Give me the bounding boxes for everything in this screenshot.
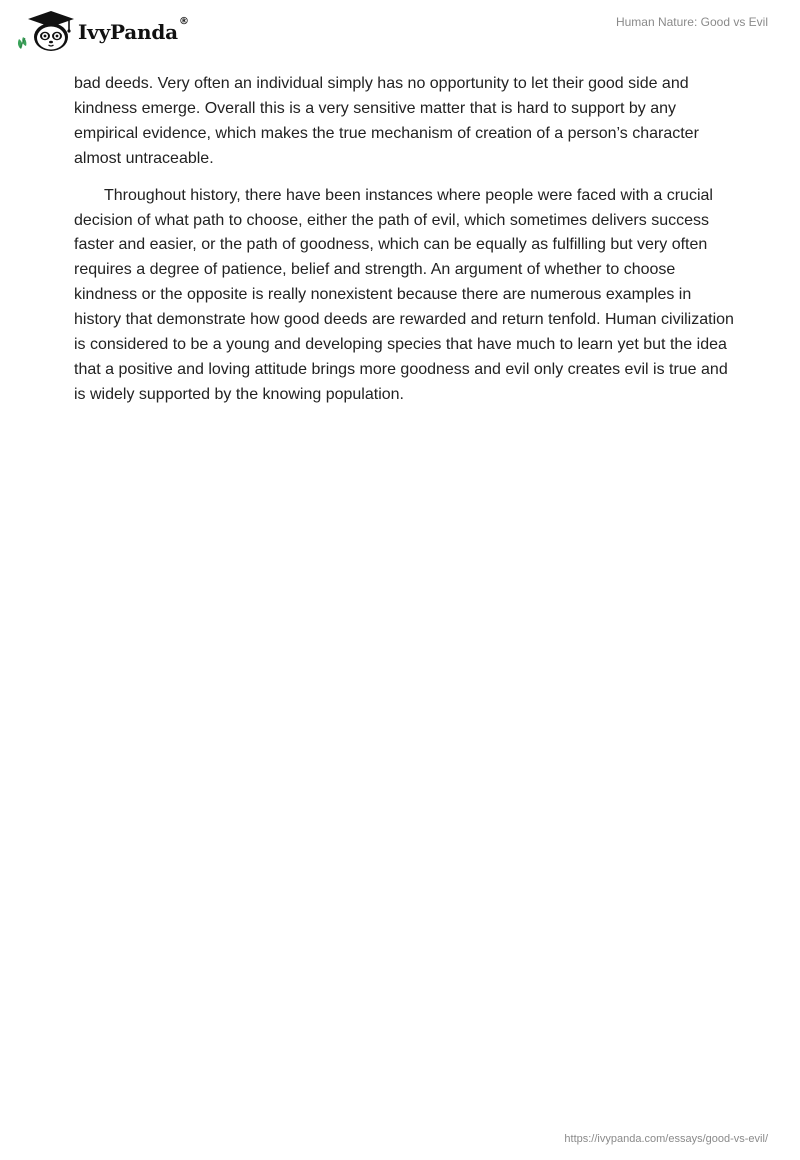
page-header	[0, 0, 800, 64]
registered-mark: ®	[178, 15, 189, 27]
paragraph: Throughout history, there have been instances where people were faced with a crucial decision of what path to choose, either the path of evil, which sometimes delivers success faster and easier, or the path of goodness, which can be equally as fulfilling but very often requires a degree of patience, belief and strength. An argument of whether to choose kindness or the opposite is really nonexistent because there are numerous examples in history that demonstrate how good deeds are rewarded and return tenfold. Human civilization is considered to be a young and developing species that have much to learn yet but the idea that a positive and loving attitude brings more goodness and evil only creates evil is true and is widely supported by the knowing population.	[74, 186, 734, 403]
ivypanda-logo[interactable]	[14, 8, 189, 52]
paragraph: bad deeds. Very often an individual simply has no opportunity to let their good side and kindness emerge. Overall this is a very sensitive matter that is hard to support by any empirical evidence, which makes the true mechanism of creation of a person’s character almost untraceable.	[74, 75, 699, 167]
document-title: Human Nature: Good vs Evil	[615, 15, 768, 29]
panda-graduation-cap-icon	[14, 8, 76, 52]
logo-wordmark: IvyPanda	[78, 20, 178, 44]
essay-body	[74, 72, 734, 420]
source-url[interactable]: https://ivypanda.com/essays/good-vs-evil/	[564, 1133, 768, 1145]
